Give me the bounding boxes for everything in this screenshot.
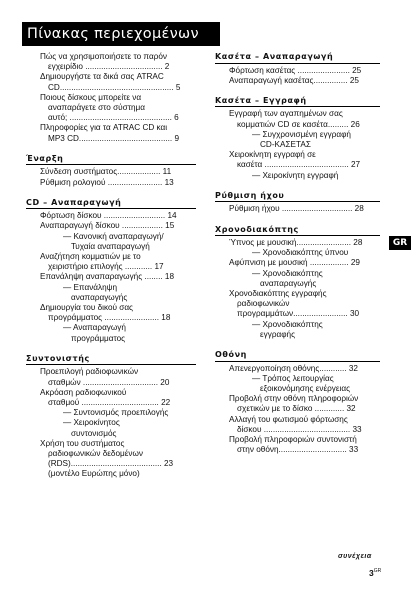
toc-section-enarxi	[26, 154, 196, 188]
toc-entry-title: Φόρτωση κασέτας ....................... 25	[229, 65, 362, 75]
toc-entry[interactable]	[26, 72, 196, 92]
section-heading: Κασέτα – Εγγραφή	[215, 96, 380, 108]
toc-entry-title-cont: αυτό; ............................................. 6	[48, 113, 179, 123]
toc-entry-title: Αναζήτηση κομματιών με το	[40, 252, 141, 262]
toc-entry-title: Ρύθμιση ρολογιού ........................ 13	[40, 177, 174, 187]
toc-entry[interactable]	[26, 272, 196, 303]
toc-entry-title-cont: κομματιών CD σε κασέτα......... 26	[237, 119, 360, 129]
toc-subentry: — Συντονισμός προεπιλογής	[63, 408, 169, 418]
toc-entry-title-cont: MP3 CD......................................... 9	[48, 133, 180, 143]
toc-subentry: προγράμματος	[71, 333, 126, 343]
toc-subentry: Τυχαία αναπαραγωγή	[71, 241, 150, 251]
toc-subentry: αναπαραγωγής	[260, 278, 317, 288]
toc-subentry: — Επανάληψη	[63, 282, 118, 292]
section-heading: Συντονιστής	[26, 354, 196, 366]
toc-subentry: — Χειροκίνητος	[63, 418, 120, 428]
toc-entry-title: Ποιους δίσκους μπορείτε να	[40, 92, 142, 102]
toc-entry-title: Επανάληψη αναπαραγωγής ........ 18	[40, 272, 175, 282]
toc-entry[interactable]	[215, 394, 380, 414]
section-heading: Κασέτα – Αναπαραγωγή	[215, 52, 380, 64]
language-tab: GR	[389, 236, 411, 250]
toc-entry-title-cont: δίσκου ...................................... 33	[237, 424, 362, 434]
toc-section-tape-rec	[215, 96, 380, 181]
toc-entry-title: Προβολή στην οθόνη πληροφοριών	[229, 394, 359, 404]
toc-entry-title-cont: ραδιοφωνικών δεδομένων	[48, 449, 143, 458]
toc-entry-title: Αλλαγή του φωτισμού φόρτωσης	[229, 414, 348, 424]
toc-subentry: — Χρονοδιακόπτης	[252, 268, 323, 278]
toc-entry[interactable]	[215, 415, 380, 435]
toc-entry[interactable]	[215, 66, 380, 76]
toc-subentry: εγγραφής	[260, 329, 296, 339]
toc-entry-title: Δημιουργία του δικού σας	[40, 303, 134, 313]
toc-entry[interactable]	[26, 221, 196, 252]
page-title: Πίνακας περιεχομένων	[22, 22, 220, 46]
toc-entry[interactable]	[26, 123, 196, 143]
toc-entry[interactable]	[26, 303, 196, 344]
toc-entry-title: Αφύπνιση με μουσική ................. 29	[229, 258, 360, 268]
section-heading: Έναρξη	[26, 154, 196, 166]
toc-entry[interactable]	[215, 76, 380, 86]
toc-entry[interactable]	[26, 439, 196, 480]
toc-subentry: — Τρόπος λειτουργίας	[252, 373, 334, 383]
toc-subentry: — Αναπαραγωγή	[63, 323, 126, 333]
toc-entry-title: Προβολή πληροφοριών συντονιστή	[229, 434, 357, 444]
toc-entry-title-cont: αναπαράγετε στο σύστημα	[48, 103, 145, 113]
toc-subentry: αναπαραγωγής	[71, 292, 128, 302]
toc-entry-title-cont: (μοντέλο Ευρώπης μόνο)	[48, 469, 140, 479]
toc-entry[interactable]	[215, 258, 380, 289]
toc-section-tuner	[26, 354, 196, 480]
toc-entry-title-cont: προγραμμάτων........................ 30	[237, 309, 360, 319]
toc-entry-title: Αναπαραγωγή δίσκου .................. 15	[40, 221, 175, 231]
toc-entry-title-cont: εγχειρίδιο .................................. 2	[48, 62, 170, 72]
toc-subentry: — Χειροκίνητη εγγραφή	[252, 170, 339, 180]
toc-entry-title: Ρύθμιση ήχου ............................... 28	[229, 204, 364, 214]
toc-entry-title-cont: προγράμματος ........................ 18	[48, 313, 171, 323]
toc-entry-title-cont: κασέτα ..................................... 27	[237, 160, 361, 170]
toc-entry-title: Ύπνος με μουσική........................ 28	[229, 238, 363, 248]
toc-entry-title: Αναπαραγωγή κασέτας............... 25	[229, 75, 359, 85]
toc-entry-title: Πληροφορίες για τα ATRAC CD και	[40, 123, 168, 133]
continued-label: συνέχεια	[338, 553, 372, 560]
toc-entry-title-cont: χειριστήριο επιλογής ............ 17	[48, 262, 164, 272]
toc-entry-title-cont: ραδιοφωνικών	[237, 299, 290, 309]
toc-subentry: — Χρονοδιακόπτης	[252, 319, 323, 329]
toc-section-cd	[26, 198, 196, 344]
toc-entry-title-cont: σχετικών με το δίσκο ............. 32	[237, 404, 356, 414]
toc-subentry: εξοικονόμησης ενέργειας	[260, 383, 351, 393]
toc-entry-title: Χρονοδιακόπτης εγγραφής	[229, 289, 327, 299]
toc-entry[interactable]	[26, 167, 196, 177]
toc-entry[interactable]	[26, 388, 196, 439]
toc-entry[interactable]	[215, 238, 380, 258]
toc-entry-title: Προεπιλογή ραδιοφωνικών	[40, 367, 139, 377]
toc-entry-title-cont: CD.................................................. 5	[48, 82, 181, 92]
toc-entry-title-cont: σταθμών ................................. 20	[48, 377, 170, 387]
toc-entry[interactable]	[215, 204, 380, 214]
section-heading: CD – Αναπαραγωγή	[26, 198, 196, 210]
toc-entry[interactable]	[26, 252, 196, 272]
toc-entry[interactable]	[26, 178, 196, 188]
toc-section-tape-play	[215, 52, 380, 86]
toc-entry-title: Χρήση του συστήματος	[40, 438, 125, 448]
toc-entry-title-cont: στην οθόνη.............................. 33	[237, 445, 359, 455]
toc-entry[interactable]	[26, 211, 196, 221]
toc-section-intro	[26, 52, 196, 144]
toc-subentry: — Χρονοδιακόπτης ύπνου	[252, 248, 349, 258]
toc-subentry: — Κανονική αναπαραγωγή/	[63, 231, 164, 241]
toc-entry-title: Πώς να χρησιμοποιήσετε το παρόν	[40, 52, 168, 61]
toc-entry[interactable]	[26, 367, 196, 387]
toc-entry-title: Ακρόαση ραδιοφωνικού	[40, 387, 127, 397]
toc-subentry: συντονισμός	[71, 428, 117, 438]
toc-entry-title: Δημιουργήστε τα δικά σας ATRAC	[40, 72, 164, 82]
page-number-value: 3	[369, 568, 374, 578]
toc-entry-title: Φόρτωση δίσκου ........................... 14	[40, 211, 177, 221]
toc-entry[interactable]	[215, 435, 380, 455]
toc-entry-title-cont: (RDS)........................................ 23	[48, 459, 174, 469]
toc-entry[interactable]	[215, 109, 380, 150]
toc-section-sound	[215, 191, 380, 215]
section-heading: Οθόνη	[215, 350, 380, 362]
page-number	[369, 568, 381, 578]
toc-right-column	[215, 52, 380, 455]
toc-entry[interactable]	[215, 364, 380, 395]
toc-entry[interactable]	[215, 150, 380, 181]
toc-section-timer	[215, 225, 380, 341]
toc-entry[interactable]	[26, 93, 196, 124]
toc-entry-title: Απενεργοποίηση οθόνης............ 32	[229, 363, 358, 373]
toc-subentry: — Συγχρονισμένη εγγραφή	[252, 129, 351, 139]
toc-entry[interactable]	[215, 289, 380, 340]
toc-entry-title: Χειροκίνητη εγγραφή σε	[229, 150, 316, 160]
toc-subentry: CD-ΚΑΣΕΤΑΣ	[260, 140, 311, 150]
toc-entry-title-cont: σταθμού .................................. 22	[48, 397, 171, 407]
toc-entry-title: Εγγραφή των αγαπημένων σας	[229, 109, 343, 119]
section-heading: Χρονοδιακόπτης	[215, 225, 380, 237]
page-number-suffix: GR	[373, 568, 382, 575]
section-heading: Ρύθμιση ήχου	[215, 191, 380, 203]
toc-left-column	[26, 52, 196, 480]
toc-entry[interactable]	[26, 52, 196, 72]
toc-section-display	[215, 350, 380, 455]
toc-entry-title: Σύνδεση συστήματος................... 11	[40, 167, 172, 177]
